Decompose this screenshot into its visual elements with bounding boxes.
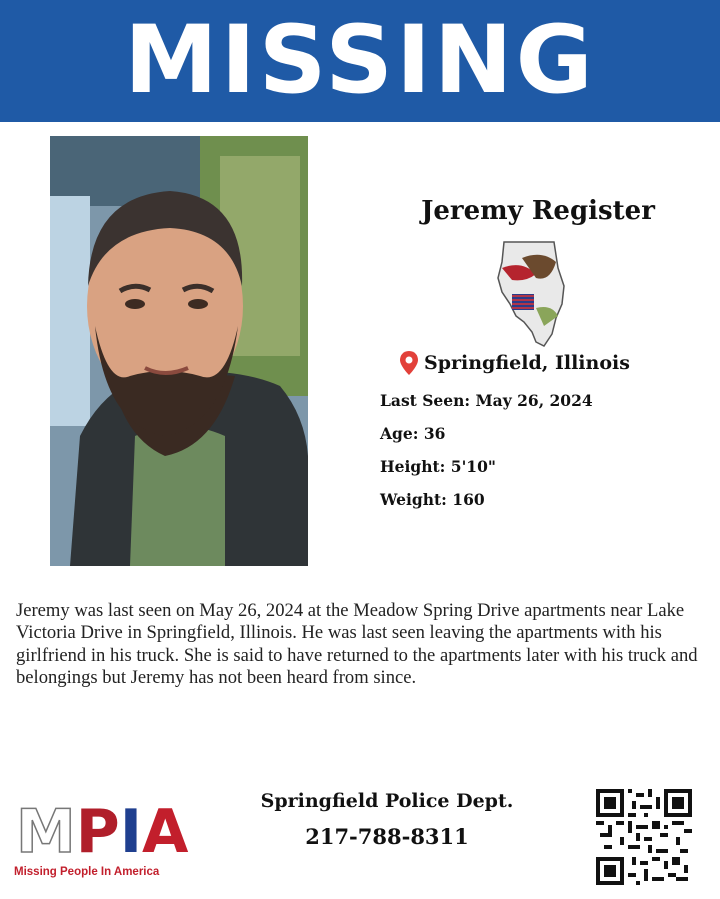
banner-title: MISSING [124, 6, 596, 115]
illinois-state-seal-map [492, 238, 572, 350]
case-description: Jeremy was last seen on May 26, 2024 at the Meadow Spring Drive apartments near Lake Victoria Drive in Springfield, Illinois. He was last seen leaving the apartments with his girlfriend in his truck. She is said to have returned to the apartments later with his truck and belongings but Jeremy has not been heard from since. [16, 600, 698, 688]
location-text: Springfield, Illinois [424, 352, 630, 374]
missing-person-photo [50, 136, 308, 566]
age: Age: 36 [380, 424, 446, 443]
qr-code[interactable] [596, 789, 692, 885]
weight: Weight: 160 [380, 490, 485, 509]
logo-letter-p: P [75, 797, 120, 867]
logo-tagline: Missing People In America [14, 866, 160, 878]
police-department: Springfield Police Dept. [260, 790, 514, 812]
logo-letter-m: M [16, 797, 76, 867]
location-line [398, 350, 630, 376]
logo-letter-i: I [119, 797, 143, 867]
logo-letter-a: A [142, 797, 189, 867]
police-phone: 217-788-8311 [305, 824, 469, 849]
missing-banner [0, 0, 720, 122]
last-seen: Last Seen: May 26, 2024 [380, 391, 593, 410]
person-name: Jeremy Register [421, 196, 655, 226]
location-pin-icon [398, 350, 420, 376]
mpia-logo [14, 797, 192, 886]
height: Height: 5'10" [380, 457, 496, 476]
